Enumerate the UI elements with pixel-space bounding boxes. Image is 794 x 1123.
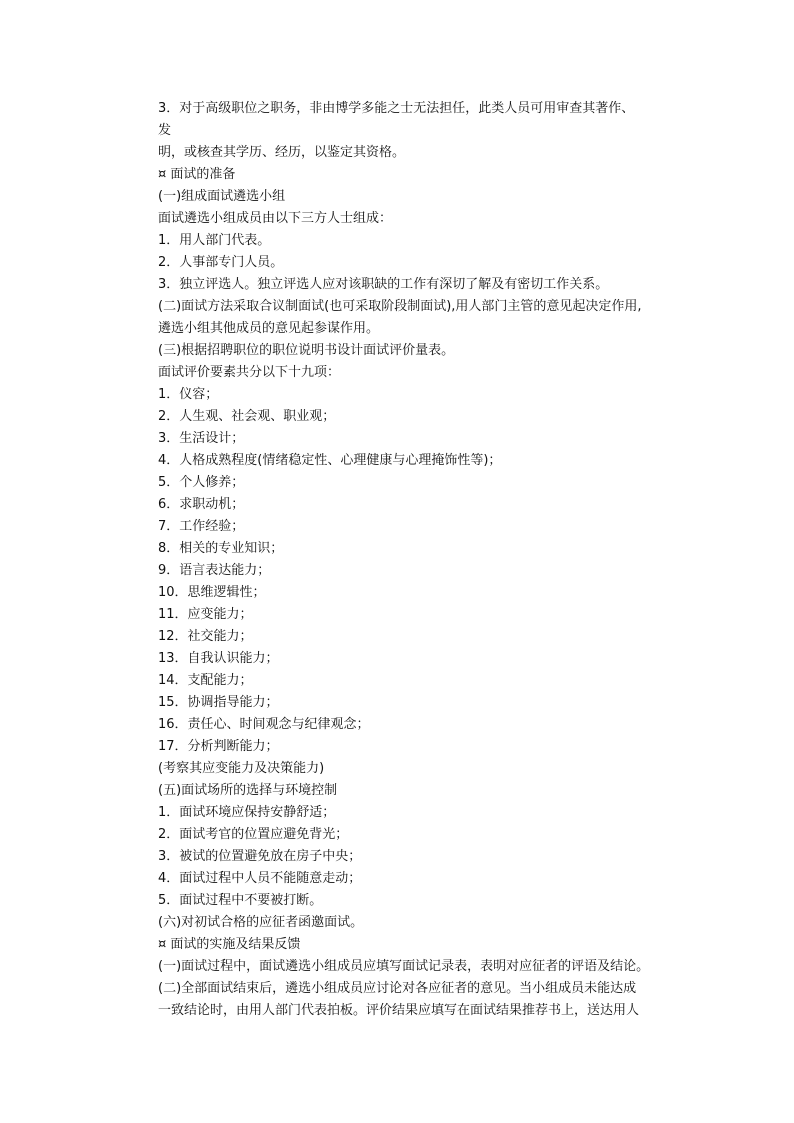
subsection-heading: (六)对初试合格的应征者函邀面试。 [158,915,364,930]
list-item: 7．工作经验； [158,519,245,534]
list-item: 3．被试的位置避免放在房子中央； [158,849,362,864]
text-line: 面试遴选小组成员由以下三方人士组成： [158,211,393,226]
subsection-heading: (三)根据招聘职位的职位说明书设计面试评价量表。 [158,343,455,358]
list-item: 5．个人修养； [158,475,245,490]
subsection-heading: (二)面试方法采取合议制面试(也可采取阶段制面试),用人部门主管的意见起决定作用, [158,299,642,314]
list-item: 11．应变能力； [158,607,253,622]
list-item: 5．面试过程中不要被打断。 [158,893,323,908]
section-heading: ¤ 面试的准备 [158,167,236,182]
list-item: 1．用人部门代表。 [158,233,271,248]
list-item: 6．求职动机； [158,497,245,512]
list-item: 2．人生观、社会观、职业观； [158,409,336,424]
list-item: 17．分析判断能力； [158,739,279,754]
text-line: (考察其应变能力及决策能力) [158,761,325,776]
list-item: 15．协调指导能力； [158,695,279,710]
list-item: 2．面试考官的位置应避免背光； [158,827,349,842]
list-item: 1．面试环境应保持安静舒适； [158,805,336,820]
list-item: 13．自我认识能力； [158,651,279,666]
list-item: 4．人格成熟程度(情绪稳定性、心理健康与心理掩饰性等)； [158,453,502,468]
text-line: 遴选小组其他成员的意见起参谋作用。 [158,321,380,336]
list-item: 3．生活设计； [158,431,245,446]
text-line: 面试评价要素共分以下十九项： [158,365,341,380]
list-item: 10．思维逻辑性； [158,585,266,600]
subsection-heading: (一)面试过程中，面试遴选小组成员应填写面试记录表，表明对应征者的评语及结论。 [158,959,650,974]
list-item: 16．责任心、时间观念与纪律观念； [158,717,370,732]
subsection-heading: (二)全部面试结束后，遴选小组成员应讨论对各应征者的意见。当小组成员未能达成 [158,981,637,996]
list-item: 2．人事部专门人员。 [158,255,284,270]
section-heading: ¤ 面试的实施及结果反馈 [158,937,301,952]
text-line: 一致结论时，由用人部门代表拍板。评价结果应填写在面试结果推荐书上，送达用人 [158,1003,640,1018]
list-item: 12．社交能力； [158,629,253,644]
list-item: 8．相关的专业知识； [158,541,284,556]
list-item: 3．独立评选人。独立评选人应对该职缺的工作有深切了解及有密切工作关系。 [158,277,609,292]
subsection-heading: (五)面试场所的选择与环境控制 [158,783,338,798]
text-line: 发 [158,123,172,138]
subsection-heading: (一)组成面试遴选小组 [158,189,286,204]
list-item: 4．面试过程中人员不能随意走动； [158,871,362,886]
document-body [158,98,758,1022]
list-item: 1．仪容； [158,387,219,402]
list-item: 14．支配能力； [158,673,253,688]
text-line: 3．对于高级职位之职务，非由博学多能之士无法担任，此类人员可用审查其著作、 [158,101,635,116]
text-line: 明，或核查其学历、经历，以鉴定其资格。 [158,145,406,160]
list-item: 9．语言表达能力； [158,563,271,578]
